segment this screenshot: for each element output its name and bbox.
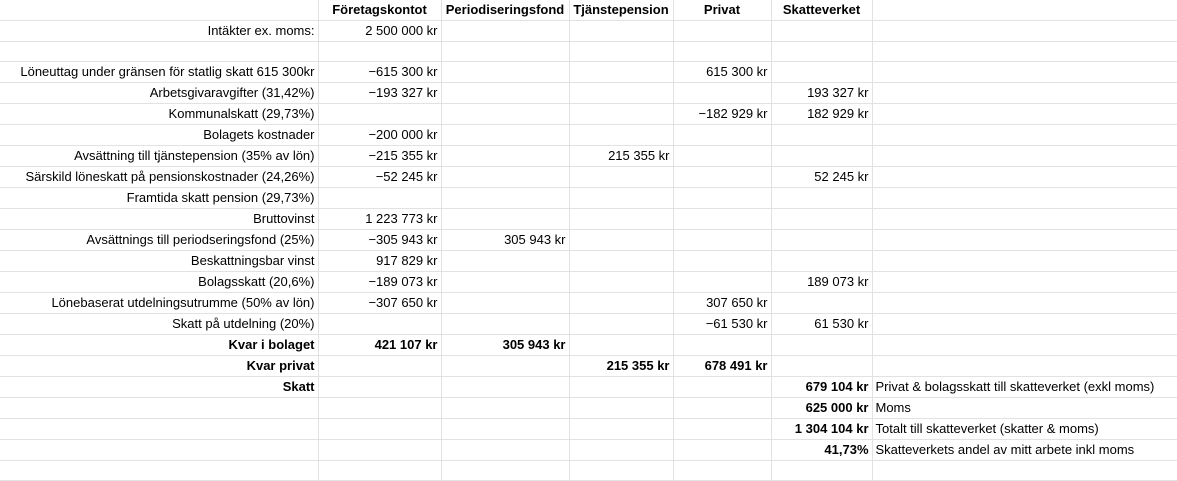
cell-privat[interactable] [673, 419, 771, 440]
row-note-cell[interactable] [872, 335, 1177, 356]
cell-skatteverket[interactable] [771, 293, 872, 314]
table-row [0, 272, 1177, 293]
row-label-cell[interactable]: Skatt [0, 377, 318, 398]
table-row [0, 251, 1177, 272]
row-note-cell[interactable] [872, 21, 1177, 42]
row-label-cell[interactable]: Skatt på utdelning (20%) [0, 314, 318, 335]
cell-skatteverket[interactable] [771, 42, 872, 62]
cell-foretagskontot[interactable] [318, 314, 441, 335]
cell-privat[interactable] [673, 230, 771, 251]
cell-tjanstepension[interactable] [569, 314, 673, 335]
cell-privat[interactable] [673, 440, 771, 461]
row-label-cell[interactable]: Bruttovinst [0, 209, 318, 230]
cell-skatteverket[interactable]: 1 304 104 kr [771, 419, 872, 440]
cell-foretagskontot[interactable]: −615 300 kr [318, 62, 441, 83]
cell-foretagskontot[interactable] [318, 461, 441, 481]
cell-privat[interactable] [673, 188, 771, 209]
row-label-cell[interactable] [0, 419, 318, 440]
cell-foretagskontot[interactable]: 421 107 kr [318, 335, 441, 356]
row-label-cell[interactable]: Bolagets kostnader [0, 125, 318, 146]
header-cell-skatteverket[interactable]: Skatteverket [771, 0, 872, 21]
row-label-cell[interactable] [0, 398, 318, 419]
cell-skatteverket[interactable]: 193 327 kr [771, 83, 872, 104]
table-row [0, 314, 1177, 335]
cell-foretagskontot[interactable]: −200 000 kr [318, 125, 441, 146]
cell-privat[interactable] [673, 377, 771, 398]
cell-foretagskontot[interactable] [318, 440, 441, 461]
row-label-cell[interactable]: Framtida skatt pension (29,73%) [0, 188, 318, 209]
table-row [0, 83, 1177, 104]
row-note-cell[interactable] [872, 62, 1177, 83]
cell-tjanstepension[interactable] [569, 83, 673, 104]
row-note-cell[interactable] [872, 42, 1177, 62]
cell-tjanstepension[interactable] [569, 230, 673, 251]
cell-periodiseringsfond[interactable] [441, 398, 569, 419]
row-label-cell[interactable]: Bolagsskatt (20,6%) [0, 272, 318, 293]
cell-tjanstepension[interactable] [569, 251, 673, 272]
cell-tjanstepension[interactable] [569, 188, 673, 209]
header-cell-periodiseringsfond[interactable]: Periodiseringsfond [441, 0, 569, 21]
cell-periodiseringsfond[interactable] [441, 125, 569, 146]
row-label-cell[interactable] [0, 440, 318, 461]
row-label-cell[interactable]: Avsättnings till periodseringsfond (25%) [0, 230, 318, 251]
cell-privat[interactable]: 615 300 kr [673, 62, 771, 83]
cell-skatteverket[interactable] [771, 146, 872, 167]
table-row [0, 419, 1177, 440]
cell-periodiseringsfond[interactable] [441, 461, 569, 481]
row-label-cell[interactable]: Särskild löneskatt på pensionskostnader (24,26%) [0, 167, 318, 188]
cell-periodiseringsfond[interactable]: 305 943 kr [441, 230, 569, 251]
cell-periodiseringsfond[interactable] [441, 440, 569, 461]
row-label-cell[interactable]: Kommunalskatt (29,73%) [0, 104, 318, 125]
table-row [0, 377, 1177, 398]
row-note-cell[interactable] [872, 314, 1177, 335]
row-label-cell[interactable]: Arbetsgivaravgifter (31,42%) [0, 83, 318, 104]
row-note-cell[interactable] [872, 230, 1177, 251]
table-row [0, 125, 1177, 146]
table-row [0, 440, 1177, 461]
row-note-cell[interactable] [872, 125, 1177, 146]
cell-tjanstepension[interactable] [569, 293, 673, 314]
cell-periodiseringsfond[interactable] [441, 167, 569, 188]
cell-privat[interactable]: −61 530 kr [673, 314, 771, 335]
cell-skatteverket[interactable] [771, 125, 872, 146]
cell-tjanstepension[interactable] [569, 209, 673, 230]
cell-periodiseringsfond[interactable] [441, 293, 569, 314]
table-row [0, 167, 1177, 188]
cell-skatteverket[interactable] [771, 62, 872, 83]
cell-periodiseringsfond[interactable] [441, 419, 569, 440]
row-label-cell[interactable]: Beskattningsbar vinst [0, 251, 318, 272]
cell-privat[interactable] [673, 167, 771, 188]
cell-tjanstepension[interactable]: 215 355 kr [569, 356, 673, 377]
cell-skatteverket[interactable]: 189 073 kr [771, 272, 872, 293]
row-note-cell[interactable] [872, 83, 1177, 104]
table-row [0, 335, 1177, 356]
row-label-cell[interactable] [0, 461, 318, 481]
cell-periodiseringsfond[interactable] [441, 188, 569, 209]
row-label-cell[interactable]: Kvar i bolaget [0, 335, 318, 356]
cell-tjanstepension[interactable] [569, 42, 673, 62]
table-row [0, 293, 1177, 314]
row-label-cell[interactable]: Lönebaserat utdelningsutrumme (50% av lön) [0, 293, 318, 314]
row-note-cell[interactable] [872, 167, 1177, 188]
row-note-cell[interactable] [872, 209, 1177, 230]
row-note-cell[interactable] [872, 104, 1177, 125]
cell-tjanstepension[interactable] [569, 272, 673, 293]
table-row [0, 62, 1177, 83]
cell-skatteverket[interactable]: 61 530 kr [771, 314, 872, 335]
cell-periodiseringsfond[interactable] [441, 21, 569, 42]
cell-foretagskontot[interactable] [318, 377, 441, 398]
table-row [0, 146, 1177, 167]
cell-foretagskontot[interactable] [318, 398, 441, 419]
cell-tjanstepension[interactable] [569, 461, 673, 481]
row-note-cell[interactable]: Moms [872, 398, 1177, 419]
cell-periodiseringsfond[interactable] [441, 146, 569, 167]
table-row [0, 398, 1177, 419]
cell-privat[interactable]: −182 929 kr [673, 104, 771, 125]
cell-periodiseringsfond[interactable]: 305 943 kr [441, 335, 569, 356]
cell-periodiseringsfond[interactable] [441, 62, 569, 83]
cell-foretagskontot[interactable] [318, 188, 441, 209]
row-note-cell[interactable]: Privat & bolagsskatt till skatteverket (exkl moms) [872, 377, 1177, 398]
cell-periodiseringsfond[interactable] [441, 314, 569, 335]
cell-skatteverket[interactable] [771, 209, 872, 230]
row-note-cell[interactable] [872, 251, 1177, 272]
cell-privat[interactable] [673, 461, 771, 481]
row-label-cell[interactable]: Avsättning till tjänstepension (35% av lön) [0, 146, 318, 167]
cell-tjanstepension[interactable] [569, 398, 673, 419]
header-row [0, 0, 1177, 21]
cell-skatteverket[interactable] [771, 461, 872, 481]
cell-skatteverket[interactable]: 52 245 kr [771, 167, 872, 188]
cell-skatteverket[interactable]: 182 929 kr [771, 104, 872, 125]
cell-tjanstepension[interactable] [569, 335, 673, 356]
cell-periodiseringsfond[interactable] [441, 104, 569, 125]
cell-foretagskontot[interactable] [318, 419, 441, 440]
cell-skatteverket[interactable]: 625 000 kr [771, 398, 872, 419]
row-note-cell[interactable]: Totalt till skatteverket (skatter & moms) [872, 419, 1177, 440]
header-cell-tjanstepension[interactable]: Tjänstepension [569, 0, 673, 21]
cell-periodiseringsfond[interactable] [441, 272, 569, 293]
header-cell-label[interactable] [0, 0, 318, 21]
table-row [0, 21, 1177, 42]
table-row [0, 209, 1177, 230]
row-label-cell[interactable]: Löneuttag under gränsen för statlig skatt 615 300kr [0, 62, 318, 83]
cell-skatteverket[interactable] [771, 188, 872, 209]
cell-foretagskontot[interactable]: 2 500 000 kr [318, 21, 441, 42]
cell-periodiseringsfond[interactable] [441, 356, 569, 377]
row-note-cell[interactable] [872, 188, 1177, 209]
cell-skatteverket[interactable]: 679 104 kr [771, 377, 872, 398]
cell-privat[interactable] [673, 335, 771, 356]
cell-privat[interactable] [673, 146, 771, 167]
cell-tjanstepension[interactable] [569, 104, 673, 125]
cell-tjanstepension[interactable]: 215 355 kr [569, 146, 673, 167]
cell-foretagskontot[interactable]: −52 245 kr [318, 167, 441, 188]
cell-tjanstepension[interactable] [569, 377, 673, 398]
row-note-cell[interactable] [872, 272, 1177, 293]
cell-tjanstepension[interactable] [569, 62, 673, 83]
cell-foretagskontot[interactable]: −189 073 kr [318, 272, 441, 293]
row-note-cell[interactable] [872, 356, 1177, 377]
cell-foretagskontot[interactable]: −193 327 kr [318, 83, 441, 104]
table-row [0, 188, 1177, 209]
header-cell-privat[interactable]: Privat [673, 0, 771, 21]
cell-privat[interactable] [673, 42, 771, 62]
cell-foretagskontot[interactable]: 1 223 773 kr [318, 209, 441, 230]
row-label-cell[interactable]: Intäkter ex. moms: [0, 21, 318, 42]
cell-skatteverket[interactable] [771, 251, 872, 272]
row-label-cell[interactable] [0, 42, 318, 62]
table-row [0, 42, 1177, 62]
row-label-cell[interactable]: Kvar privat [0, 356, 318, 377]
table-row [0, 230, 1177, 251]
row-note-cell[interactable]: Skatteverkets andel av mitt arbete inkl moms [872, 440, 1177, 461]
table-row [0, 104, 1177, 125]
table-row [0, 461, 1177, 481]
cell-privat[interactable] [673, 209, 771, 230]
cell-privat[interactable] [673, 83, 771, 104]
row-note-cell[interactable] [872, 293, 1177, 314]
table-row [0, 356, 1177, 377]
cell-tjanstepension[interactable] [569, 167, 673, 188]
cell-foretagskontot[interactable]: −215 355 kr [318, 146, 441, 167]
cell-tjanstepension[interactable] [569, 21, 673, 42]
cell-skatteverket[interactable] [771, 230, 872, 251]
cell-foretagskontot[interactable]: −305 943 kr [318, 230, 441, 251]
cell-periodiseringsfond[interactable] [441, 251, 569, 272]
cell-privat[interactable] [673, 272, 771, 293]
cell-periodiseringsfond[interactable] [441, 42, 569, 62]
cell-privat[interactable]: 307 650 kr [673, 293, 771, 314]
cell-tjanstepension[interactable] [569, 419, 673, 440]
cell-privat[interactable]: 678 491 kr [673, 356, 771, 377]
row-note-cell[interactable] [872, 461, 1177, 481]
cell-tjanstepension[interactable] [569, 125, 673, 146]
cell-privat[interactable] [673, 398, 771, 419]
cell-skatteverket[interactable] [771, 21, 872, 42]
cell-tjanstepension[interactable] [569, 440, 673, 461]
header-cell-foretagskontot[interactable]: Företagskontot [318, 0, 441, 21]
cell-privat[interactable] [673, 251, 771, 272]
cell-skatteverket[interactable] [771, 335, 872, 356]
header-cell-note[interactable] [872, 0, 1177, 21]
cell-foretagskontot[interactable] [318, 356, 441, 377]
cell-periodiseringsfond[interactable] [441, 377, 569, 398]
cell-privat[interactable] [673, 125, 771, 146]
cell-foretagskontot[interactable]: 917 829 kr [318, 251, 441, 272]
cell-foretagskontot[interactable] [318, 42, 441, 62]
row-note-cell[interactable] [872, 146, 1177, 167]
cell-periodiseringsfond[interactable] [441, 209, 569, 230]
cell-privat[interactable] [673, 21, 771, 42]
cell-skatteverket[interactable]: 41,73% [771, 440, 872, 461]
cell-foretagskontot[interactable] [318, 104, 441, 125]
cell-skatteverket[interactable] [771, 356, 872, 377]
cell-periodiseringsfond[interactable] [441, 83, 569, 104]
cell-foretagskontot[interactable]: −307 650 kr [318, 293, 441, 314]
